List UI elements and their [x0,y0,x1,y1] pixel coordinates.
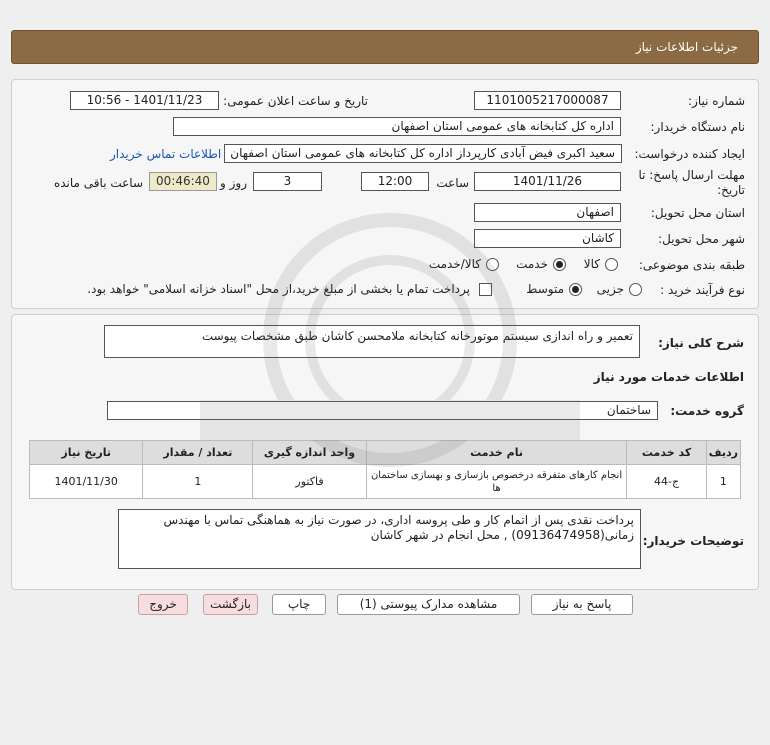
buyer-notes-box [118,509,641,569]
category-option-goods-service: کالا/خدمت [428,257,481,271]
cell-qty: 1 [143,465,253,499]
purchase-type-label: نوع فرآیند خرید : [660,283,745,297]
purchase-radio-medium[interactable] [569,283,582,296]
need-details-panel [11,79,759,309]
category-radio-goods-service[interactable] [486,258,499,271]
city-label: شهر محل تحویل: [658,232,745,246]
table-row [30,465,741,499]
city-field: کاشان [474,229,621,248]
buyer-contact-link[interactable]: اطلاعات تماس خریدار [110,147,222,161]
exit-button[interactable]: خروج [138,594,188,615]
cell-date: 1401/11/30 [30,465,143,499]
province-label: استان محل تحویل: [650,206,745,220]
cell-code: ج-44 [627,465,706,499]
buyer-field: اداره کل کتابخانه های عمومی استان اصفهان [173,117,621,136]
col-header-name: نام خدمت [366,441,627,465]
purchase-option-medium: متوسط [526,282,564,296]
purchase-radio-minor[interactable] [629,283,642,296]
category-radio-service[interactable] [553,258,566,271]
buyer-notes-line-2: زمانی(09136474958) , محل انجام در شهر کاشان [370,528,634,542]
days-label: روز و [220,176,247,190]
services-table [29,440,741,499]
purchase-option-minor: جزیی [596,282,624,296]
category-option-service: خدمت [516,257,548,271]
remaining-timer: 00:46:40 [149,172,217,191]
category-option-goods: کالا [583,257,600,271]
treasury-note: پرداخت تمام یا بخشی از مبلغ خرید،از محل "اسناد خزانه اسلامی" خواهد بود. [87,282,470,296]
table-header-row [30,441,741,465]
buyer-notes-label: توضیحات خریدار: [642,534,744,548]
category-label: طبقه بندی موضوعی: [638,258,745,272]
buyer-notes-line-1: پرداخت نقدی پس از اتمام کار و طی پروسه اداری، در صورت نیاز به هماهنگی تماس با مهندس [163,513,634,527]
creator-label: ایجاد کننده درخواست: [634,147,745,161]
buyer-label: نام دستگاه خریدار: [650,120,745,134]
col-header-row: ردیف [706,441,740,465]
service-group-field: ساختمان [107,401,658,420]
col-header-qty: تعداد / مقدار [143,441,253,465]
remaining-label: ساعت باقی مانده [53,176,143,190]
need-number-field: 1101005217000087 [474,91,621,110]
page-header [11,30,759,64]
back-button[interactable]: بازگشت [203,594,258,615]
view-attachments-button[interactable]: مشاهده مدارک پیوستی (1) [337,594,520,615]
page-title: جزئیات اطلاعات نیاز [635,40,738,54]
days-field: 3 [253,172,322,191]
summary-box: تعمیر و راه اندازی سیستم موتورخانه کتابخانه ملامحسن کاشان طبق مشخصات پیوست [104,325,640,358]
deadline-time-label: ساعت [436,176,469,190]
service-group-label: گروه خدمت: [670,404,744,418]
services-section-title: اطلاعات خدمات مورد نیاز [593,370,744,384]
province-field: اصفهان [474,203,621,222]
reply-button[interactable]: پاسخ به نیاز [531,594,633,615]
print-button[interactable]: چاپ [272,594,326,615]
need-number-label: شماره نیاز: [688,94,745,108]
summary-label: شرح کلی نیاز: [658,336,744,350]
col-header-date: تاریخ نیاز [30,441,143,465]
deadline-date-field: 1401/11/26 [474,172,621,191]
deadline-label-date: تاریخ: [717,183,745,197]
cell-row-num: 1 [706,465,740,499]
creator-field: سعید اکبری فیض آبادی کارپرداز اداره کل کتابخانه های عمومی استان اصفهان [224,144,622,163]
col-header-code: کد خدمت [627,441,706,465]
treasury-checkbox[interactable] [479,283,492,296]
announce-field: 1401/11/23 - 10:56 [70,91,219,110]
category-radio-goods[interactable] [605,258,618,271]
deadline-time-field: 12:00 [361,172,429,191]
cell-name: انجام کارهای متفرقه درخصوص بازسازی و بهسازی ساختمان ها [366,465,627,499]
deadline-label: مهلت ارسال پاسخ: تا [638,168,745,182]
cell-unit: فاکتور [253,465,366,499]
announce-label: تاریخ و ساعت اعلان عمومی: [223,94,368,108]
col-header-unit: واحد اندازه گیری [253,441,366,465]
